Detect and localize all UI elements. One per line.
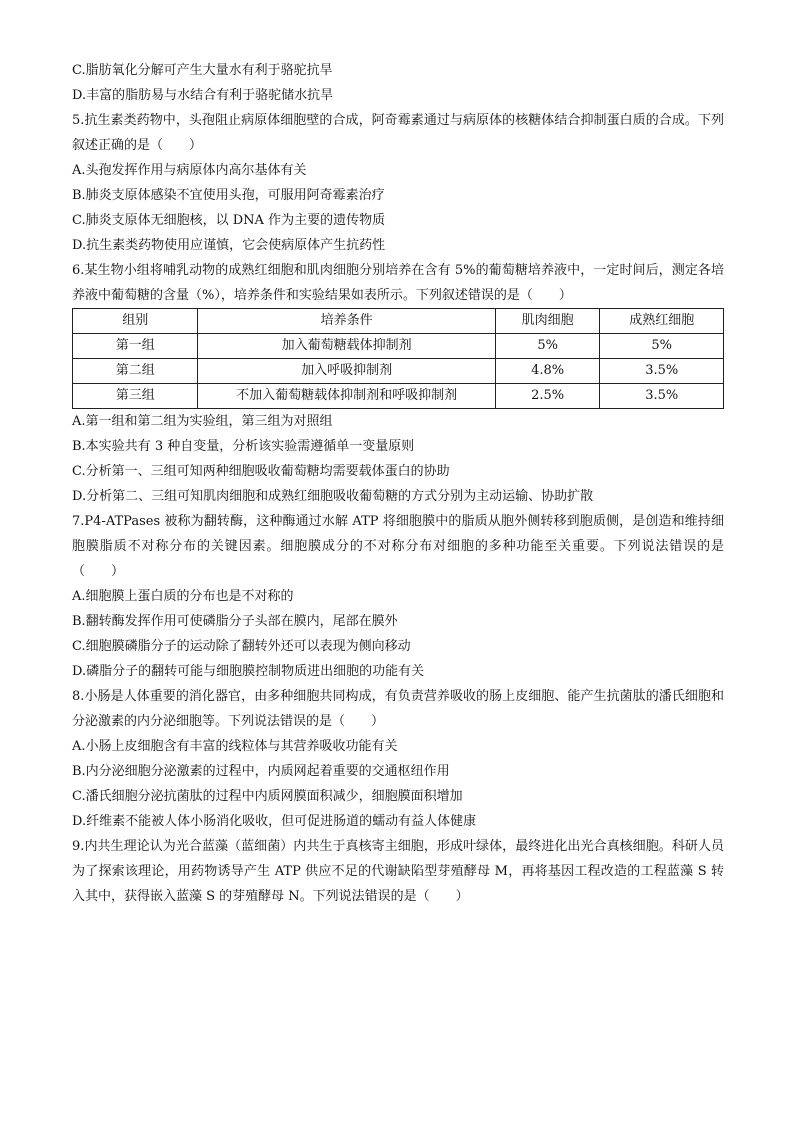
option-6a: A.第一组和第二组为实验组，第三组为对照组 bbox=[72, 414, 333, 429]
option-7a: A.细胞膜上蛋白质的分布也是不对称的 bbox=[72, 589, 294, 604]
table-cell: 第三组 bbox=[73, 384, 198, 409]
option-7c: C.细胞膜磷脂分子的运动除了翻转外还可以表现为侧向移动 bbox=[72, 639, 411, 654]
option-8c: C.潘氏细胞分泌抗菌肽的过程中内质网膜面积减少，细胞膜面积增加 bbox=[72, 789, 463, 804]
table-cell: 3.5% bbox=[600, 384, 724, 409]
question-9-stem: 9.内共生理论认为光合蓝藻（蓝细菌）内共生于真核寄主细胞，形成叶绿体，最终进化出光合真核细胞。科研人员为了探索该理论，用药物诱导产生 ATP 供应不足的代谢缺陷型芽殖酵母 M，再将基因工程改造的工程蓝藻 S 转入其中，获得嵌入蓝藻 S 的芽殖酵母 N。下列说法错误的是（ ） bbox=[72, 839, 724, 904]
table-row bbox=[73, 359, 724, 384]
question-5-stem: 5.抗生素类药物中，头孢阻止病原体细胞壁的合成，阿奇霉素通过与病原体的核糖体结合抑制蛋白质的合成。下列叙述正确的是（ ） bbox=[72, 113, 724, 153]
table-cell: 3.5% bbox=[600, 359, 724, 384]
option-6d: D.分析第二、三组可知肌肉细胞和成熟红细胞吸收葡萄糖的方式分别为主动运输、协助扩散 bbox=[72, 489, 594, 504]
question-8-stem: 8.小肠是人体重要的消化器官，由多种细胞共同构成，有负责营养吸收的肠上皮细胞、能产生抗菌肽的潘氏细胞和分泌激素的内分泌细胞等。下列说法错误的是（ ） bbox=[72, 689, 724, 729]
option-8d: D.纤维素不能被人体小肠消化吸收，但可促进肠道的蠕动有益人体健康 bbox=[72, 814, 477, 829]
table-cell: 第二组 bbox=[73, 359, 198, 384]
table-row bbox=[73, 384, 724, 409]
question-6-stem: 6.某生物小组将哺乳动物的成熟红细胞和肌肉细胞分别培养在含有 5%的葡萄糖培养液中，一定时间后，测定各培养液中葡萄糖的含量（%），培养条件和实验结果如表所示。下列叙述错误的是（ ） bbox=[72, 263, 724, 303]
option-6b: B.本实验共有 3 种自变量，分析该实验需遵循单一变量原则 bbox=[72, 439, 415, 454]
table-header-cell: 组别 bbox=[73, 309, 198, 334]
option-6c: C.分析第一、三组可知两种细胞吸收葡萄糖均需要载体蛋白的协助 bbox=[72, 464, 450, 479]
table-row bbox=[73, 334, 724, 359]
option-5d: D.抗生素类药物使用应谨慎，它会使病原体产生抗药性 bbox=[72, 238, 386, 253]
table-cell: 第一组 bbox=[73, 334, 198, 359]
option-5a: A.头孢发挥作用与病原体内高尔基体有关 bbox=[72, 163, 307, 178]
table-cell: 5% bbox=[600, 334, 724, 359]
table-header-cell: 肌肉细胞 bbox=[495, 309, 600, 334]
option-5b: B.肺炎支原体感染不宜使用头孢，可服用阿奇霉素治疗 bbox=[72, 188, 385, 203]
table-cell: 5% bbox=[495, 334, 600, 359]
table-cell: 加入呼吸抑制剂 bbox=[198, 359, 495, 384]
table-cell: 4.8% bbox=[495, 359, 600, 384]
table-cell: 不加入葡萄糖载体抑制剂和呼吸抑制剂 bbox=[198, 384, 495, 409]
option-8a: A.小肠上皮细胞含有丰富的线粒体与其营养吸收功能有关 bbox=[72, 739, 398, 754]
option-7d: D.磷脂分子的翻转可能与细胞膜控制物质进出细胞的功能有关 bbox=[72, 664, 425, 679]
table-header-cell: 成熟红细胞 bbox=[600, 309, 724, 334]
table-header-cell: 培养条件 bbox=[198, 309, 495, 334]
option-5c: C.肺炎支原体无细胞核，以 DNA 作为主要的遗传物质 bbox=[72, 213, 386, 228]
option-7b: B.翻转酶发挥作用可使磷脂分子头部在膜内，尾部在膜外 bbox=[72, 614, 398, 629]
table-header-row bbox=[73, 309, 724, 334]
experiment-table bbox=[72, 308, 724, 409]
table-cell: 加入葡萄糖载体抑制剂 bbox=[198, 334, 495, 359]
option-4c: C.脂肪氧化分解可产生大量水有利于骆驼抗旱 bbox=[72, 63, 333, 78]
option-4d: D.丰富的脂肪易与水结合有利于骆驼储水抗旱 bbox=[72, 88, 334, 103]
table-cell: 2.5% bbox=[495, 384, 600, 409]
document-content bbox=[72, 58, 724, 909]
question-7-stem: 7.P4-ATPases 被称为翻转酶，这种酶通过水解 ATP 将细胞膜中的脂质从胞外侧转移到胞质侧，是创造和维持细胞膜脂质不对称分布的关键因素。细胞膜成分的不对称分布对细胞的多种功能至关重要。下列说法错误的是（ ） bbox=[72, 514, 724, 579]
option-8b: B.内分泌细胞分泌激素的过程中，内质网起着重要的交通枢纽作用 bbox=[72, 764, 450, 779]
